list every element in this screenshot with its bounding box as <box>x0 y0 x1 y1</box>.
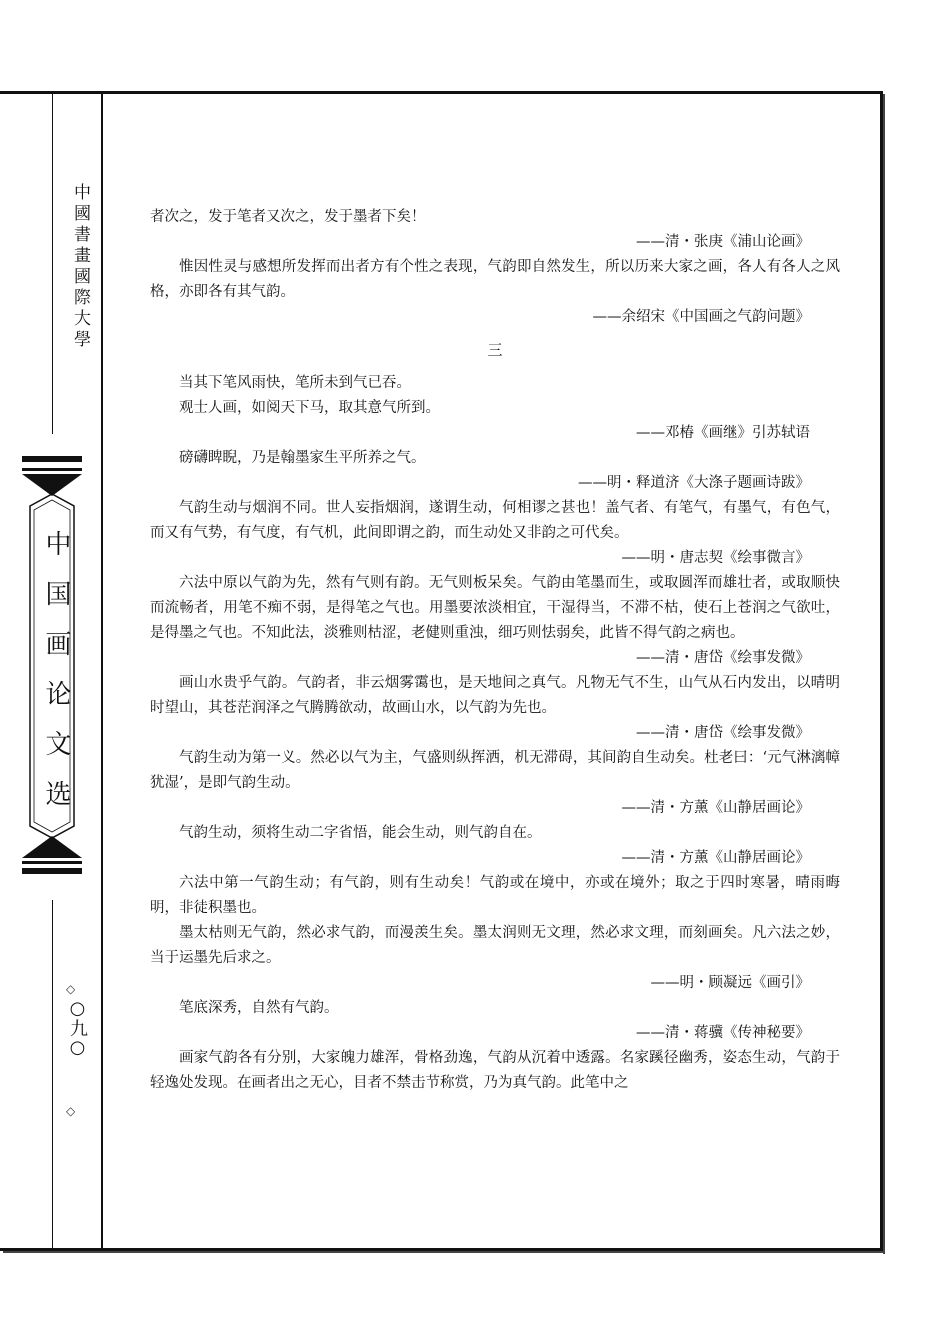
paragraph: 六法中原以气韵为先，然有气则有韵。无气则板呆矣。气韵由笔墨而生，或取圆浑而雄壮者，或取顺快而流畅者，用笔不痴不弱，是得笔之气也。用墨要浓淡相宜，干湿得当，不滞不枯，使石上苍润之气欲吐，是得墨之气也。不知此法，淡雅则枯涩，老健则重浊，细巧则怯弱矣，此皆不得气韵之病也。 <box>150 575 840 641</box>
paragraph: 画山水贵乎气韵。气韵者，非云烟雾霭也，是天地间之真气。凡物无气不生，山气从石内发出，以晴明时望山，其苍茫润泽之气腾腾欲动，故画山水，以气韵为先也。 <box>150 675 840 716</box>
citation: ——余绍宋《中国画之气韵问题》 <box>592 309 810 325</box>
paragraph: 惟因性灵与感想所发挥而出者方有个性之表现，气韵即自然发生，所以历来大家之画，各人有各人之风格，亦即各有其气韵。 <box>150 259 840 300</box>
citation: ——清・唐岱《绘事发微》 <box>636 725 810 741</box>
citation: ——明・唐志契《绘事微言》 <box>621 550 810 566</box>
school-name: 中國書畫國際大學 <box>70 183 90 351</box>
frame-bottom-shadow <box>3 1251 885 1253</box>
spine-divider <box>101 94 103 1248</box>
main-text <box>150 205 840 1096</box>
paragraph: 观士人画，如阅天下马，取其意气所到。 <box>179 400 440 416</box>
paragraph: 磅礴睥睨，乃是翰墨家生平所养之气。 <box>179 450 426 466</box>
diamond-ornament-top: ◇ <box>66 982 76 996</box>
citation: ——明・释道济《大涤子题画诗跋》 <box>578 475 810 491</box>
paragraph: 笔底深秀，自然有气韵。 <box>179 1000 339 1016</box>
citation: ——清・蒋骥《传神秘要》 <box>636 1025 810 1041</box>
section-heading: 三 <box>487 341 503 359</box>
paragraph: 六法中第一气韵生动；有气韵，则有生动矣！气韵或在境中，亦或在境外；取之于四时寒暑，晴雨晦明，非徒积墨也。 <box>150 875 840 916</box>
citation: ——清・张庚《浦山论画》 <box>636 234 810 250</box>
citation: ——清・唐岱《绘事发微》 <box>636 650 810 666</box>
paragraph: 气韵生动，须将生动二字省悟，能会生动，则气韵自在。 <box>179 825 542 841</box>
frame-top-border <box>0 91 882 94</box>
book-title: 中国画论文选 <box>41 530 71 830</box>
page-number: ○九○ <box>67 998 88 1058</box>
paragraph: 墨太枯则无气韵，然必求气韵，而漫羡生矣。墨太润则无文理，然必求文理，而刻画矣。凡六法之妙，当于运墨先后求之。 <box>150 925 840 966</box>
citation: ——清・方薰《山静居画论》 <box>621 850 810 866</box>
side-rule-upper <box>52 94 53 434</box>
paragraph: 者次之，发于笔者又次之，发于墨者下矣！ <box>150 209 426 225</box>
paragraph: 气韵生动与烟润不同。世人妄指烟润，遂谓生动，何相谬之甚也！盖气者、有笔气，有墨气，有色气，而又有气势，有气度，有气机，此间即谓之韵，而生动处又非韵之可代矣。 <box>150 500 840 541</box>
citation: ——明・顾凝远《画引》 <box>650 975 810 991</box>
citation: ——清・方薰《山静居画论》 <box>621 800 810 816</box>
paragraph: 画家气韵各有分别，大家魄力雄浑，骨格劲逸，气韵从沉着中透露。名家蹊径幽秀，姿态生动，气韵于轻逸处发现。在画者出之无心，目者不禁击节称赏，乃为真气韵。此笔中之 <box>150 1050 840 1091</box>
citation: ——邓椿《画继》引苏轼语 <box>636 425 810 441</box>
paragraph: 当其下笔风雨快，笔所未到气已吞。 <box>179 375 411 391</box>
paragraph: 气韵生动为第一义。然必以气为主，气盛则纵挥洒，机无滞碍，其间韵自生动矣。杜老曰：‘元气淋漓幛犹湿’，是即气韵生动。 <box>150 750 840 791</box>
side-rule-lower <box>52 900 53 1248</box>
frame-right-shadow <box>883 94 885 1254</box>
diamond-ornament-bottom: ◇ <box>66 1104 76 1118</box>
